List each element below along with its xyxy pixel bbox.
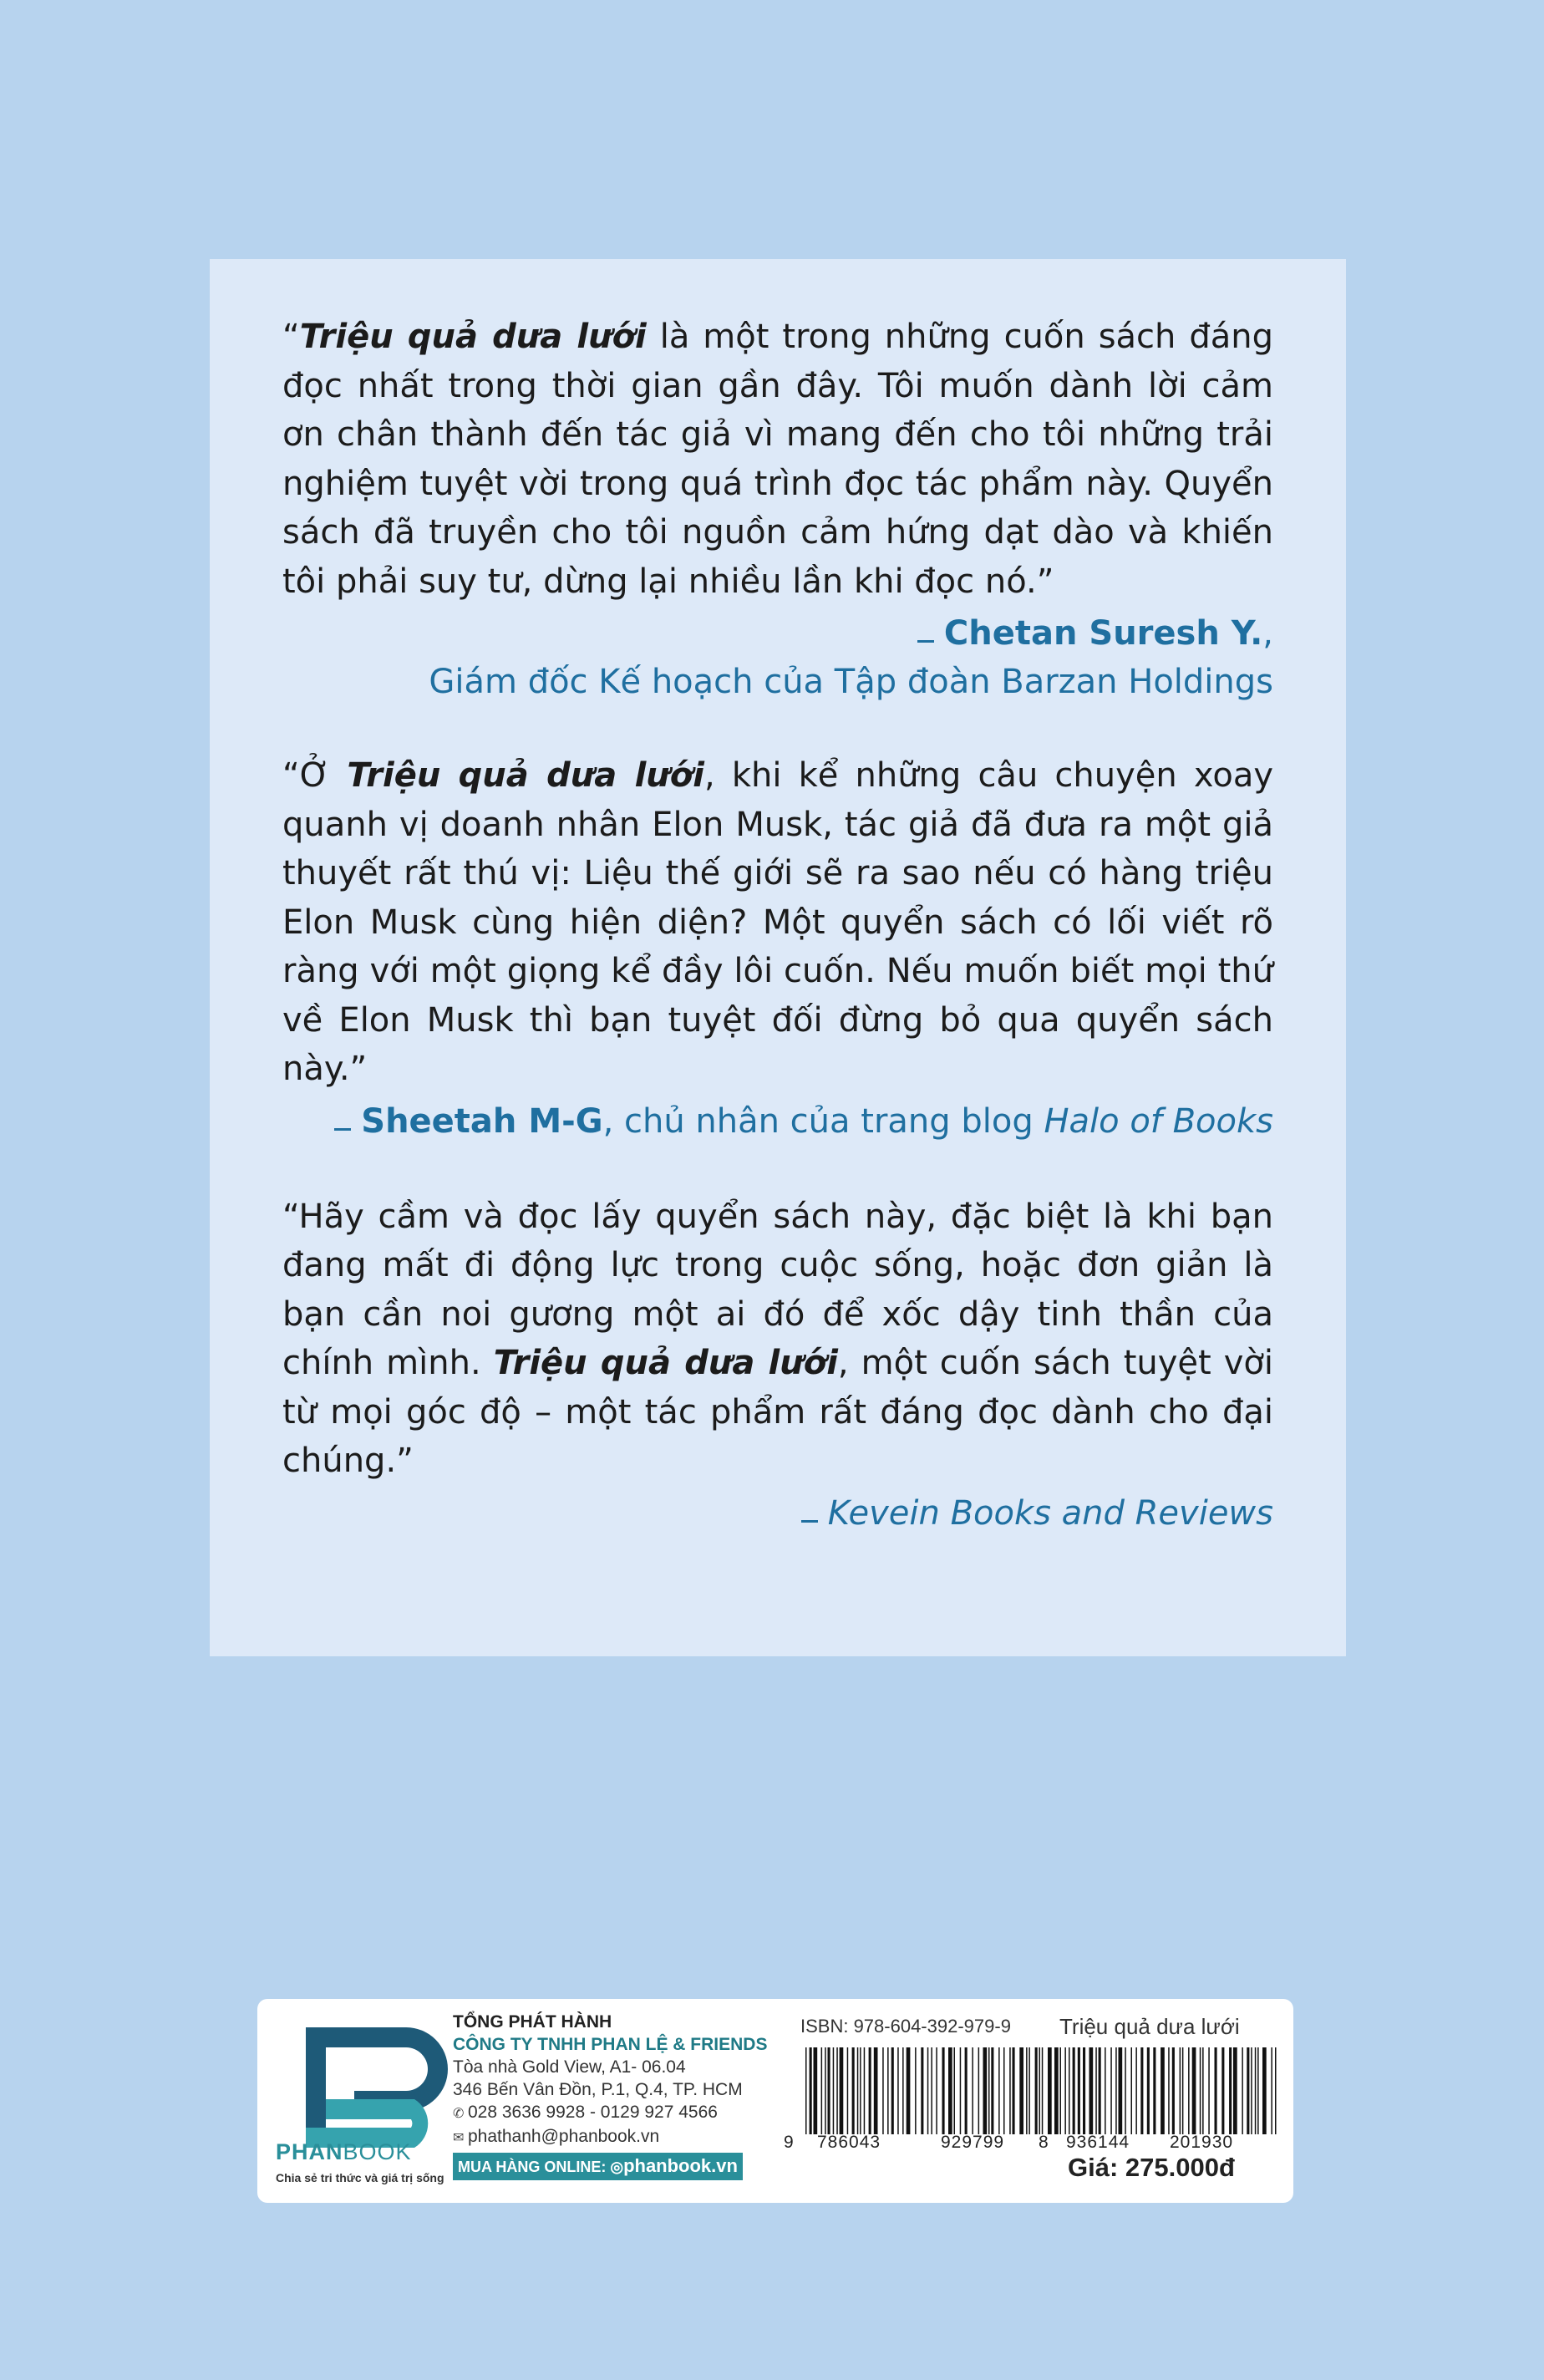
phone-row: ✆ 028 3636 9928 - 0129 927 4566 — [453, 2101, 770, 2125]
distributor-heading: TỔNG PHÁT HÀNH — [453, 2012, 612, 2032]
isbn-digit-group-2: 929799 — [941, 2133, 1005, 2152]
publisher-brand: PHANBOOK — [276, 2139, 412, 2164]
attribution-dash — [801, 1520, 818, 1523]
book-title-emphasis: Triệu quả dưa lưới — [347, 756, 704, 795]
email-row: ✉ phathanh@phanbook.vn — [453, 2125, 770, 2149]
book-title-emphasis: Triệu quả dưa lưới — [299, 318, 647, 356]
price-digit-group-1: 936144 — [1066, 2133, 1130, 2152]
review-quote-3: “Hãy cầm và đọc lấy quyển sách này, đặc biệt là khi bạn đang mất đi động lực trong cuộc sống, hoặc đơn giản là bạn cần noi gương một ai đó để xốc dậy tinh thần của chính mình. Triệu quả dưa lưới, một cuốn sách tuyệt vời từ mọi góc độ – một tác phẩm rất đáng đọc dành cho đại chúng.” — [282, 1197, 1273, 1480]
globe-icon: ◎ — [610, 2159, 624, 2175]
company-name: CÔNG TY TNHH PHAN LỆ & FRIENDS — [453, 2035, 768, 2054]
price-digit-group-2: 201930 — [1170, 2133, 1234, 2152]
isbn-label: ISBN: 978-604-392-979-9 — [800, 2016, 1011, 2037]
review-attribution-2: Sheetah M-G, chủ nhân của trang blog Halo of Books — [282, 1097, 1273, 1146]
price-label: Giá: 275.000đ — [1068, 2153, 1235, 2182]
attribution-dash — [334, 1128, 351, 1131]
price-barcode — [1053, 2047, 1278, 2139]
review-attribution-1: Chetan Suresh Y., — [282, 609, 1273, 658]
address-line-1: Tòa nhà Gold View, A1- 06.04 — [453, 2057, 686, 2077]
review-quote-2: “Ở Triệu quả dưa lưới, khi kể những câu chuyện xoay quanh vị doanh nhân Elon Musk, tác giả đã đưa ra một giả thuyết rất thú vị: Liệu thế giới sẽ ra sao nếu có hàng triệu Elon Musk cùng hiện diện? Một quyển sách có lối viết rõ ràng với một giọng kể đầy lôi cuốn. Nếu muốn biết mọi thứ về Elon Musk thì bạn tuyệt đối đừng bỏ qua quyển sách này.” — [282, 756, 1274, 1088]
reviews-card — [210, 259, 1346, 1656]
review-quote-1: “Triệu quả dưa lưới là một trong những cuốn sách đáng đọc nhất trong thời gian gần đây. Tôi muốn dành lời cảm ơn chân thành đến tác giả vì mang đến cho tôi những trải nghiệm tuyệt vời trong quá trình đọc tác phẩm này. Quyển sách đã truyền cho tôi nguồn cảm hứng dạt dào và khiến tôi phải suy tư, dừng lại nhiều lần khi đọc nó.” — [282, 318, 1273, 601]
price-digit-prefix: 8 — [1039, 2133, 1049, 2152]
isbn-digit-group-1: 786043 — [817, 2133, 881, 2152]
barcode-book-title: Triệu quả dưa lưới — [1059, 2014, 1240, 2039]
online-shop-badge: MUA HÀNG ONLINE: ◎phanbook.vn — [453, 2153, 743, 2180]
phone-icon: ✆ — [453, 2107, 465, 2121]
attribution-dash — [917, 640, 934, 643]
isbn-digit-prefix: 9 — [784, 2133, 795, 2152]
address-line-2: 346 Bến Vân Đồn, P.1, Q.4, TP. HCM — [453, 2080, 743, 2099]
review-author-role-1: Giám đốc Kế hoạch của Tập đoàn Barzan Holdings — [429, 663, 1273, 701]
publisher-slogan: Chia sẻ tri thức và giá trị sống — [276, 2171, 444, 2184]
email-icon: ✉ — [453, 2131, 465, 2145]
book-title-emphasis: Triệu quả dưa lưới — [493, 1344, 838, 1382]
isbn-barcode — [804, 2047, 1054, 2139]
review-attribution-3: Kevein Books and Reviews — [282, 1489, 1273, 1538]
publisher-info-panel — [257, 1999, 1293, 2203]
publisher-contact — [453, 2011, 770, 2180]
